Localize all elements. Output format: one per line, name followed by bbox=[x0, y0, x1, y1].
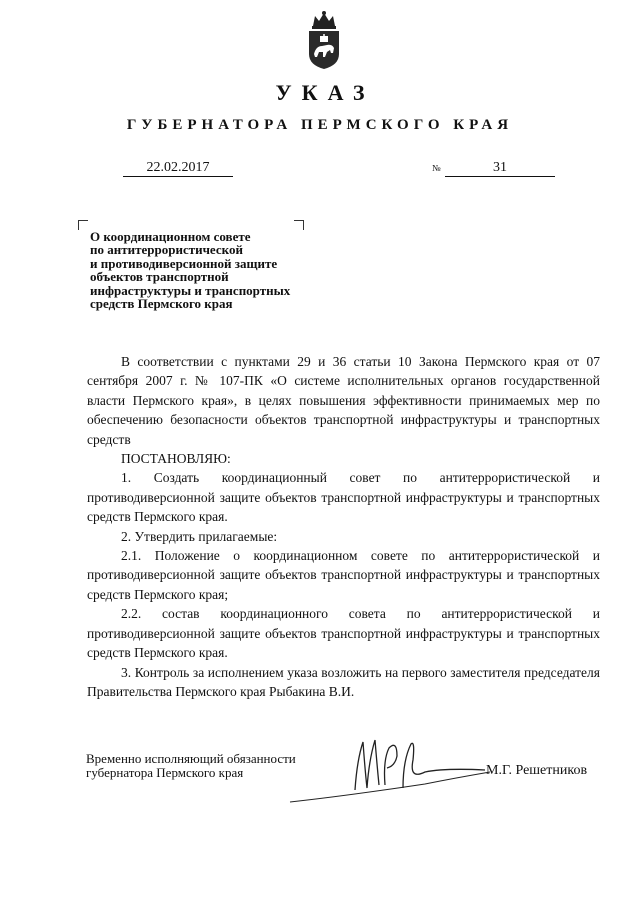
document-title: УКАЗ bbox=[275, 80, 375, 105]
preamble-paragraph: В соответствии с пунктами 29 и 36 статьи 10 Закона Пермского края от 07 сентября 2007 г. № 107-ПК «О системе исполнительных органов государственной власти Пермского края», в целях повышения эффективности принимаемых мер по обеспечению безопасности объектов транспортной инфраструктуры и транспортных средств bbox=[87, 354, 600, 447]
decree-body bbox=[87, 352, 600, 701]
subject-line: О координационном совете bbox=[90, 229, 251, 244]
subject-line: и противодиверсионной защите bbox=[90, 255, 278, 271]
signer-position-line: губернатора Пермского края bbox=[86, 765, 244, 780]
item-3: 3. Контроль за исполнением указа возложить на первого заместителя председателя Правительства Пермского края Рыбакина В.И. bbox=[87, 664, 600, 699]
decree-number: 31 bbox=[445, 160, 555, 177]
decree-date: 22.02.2017 bbox=[123, 160, 233, 177]
number-sign: № bbox=[432, 163, 441, 173]
subject-line: объектов транспортной bbox=[90, 269, 229, 285]
item-1: 1. Создать координационный совет по антитеррористической и противодиверсионной защите объектов транспортной инфраструктуры и транспортных средств Пермского края. bbox=[87, 470, 600, 525]
subject-line: по антитеррористической bbox=[90, 242, 243, 258]
subject-line: средств Пермского края bbox=[90, 296, 233, 312]
decree-subject bbox=[90, 230, 340, 310]
coat-of-arms-icon bbox=[305, 10, 343, 70]
handwritten-signature bbox=[285, 730, 510, 810]
signer-position-line: Временно исполняющий обязанности bbox=[86, 751, 296, 766]
document-subtitle: ГУБЕРНАТОРА ПЕРМСКОГО КРАЯ bbox=[126, 117, 514, 133]
subject-line: инфраструктуры и транспортных bbox=[90, 282, 291, 298]
item-2-2: 2.2. состав координационного совета по антитеррористической и противодиверсионной защите объектов транспортной инфраструктуры и транспортных средств Пермского края. bbox=[87, 606, 600, 661]
item-2-1: 2.1. Положение о координационном совете по антитеррористической и противодиверсионной защите объектов транспортной инфраструктуры и транспортных средств Пермского края; bbox=[87, 548, 600, 602]
decree-word: ПОСТАНОВЛЯЮ: bbox=[121, 451, 231, 467]
subject-corner-left bbox=[78, 220, 88, 230]
signer-name: М.Г. Решетников bbox=[486, 763, 588, 778]
item-2: 2. Утвердить прилагаемые: bbox=[121, 528, 278, 544]
subject-corner-right bbox=[294, 220, 304, 230]
signer-position bbox=[86, 752, 296, 780]
